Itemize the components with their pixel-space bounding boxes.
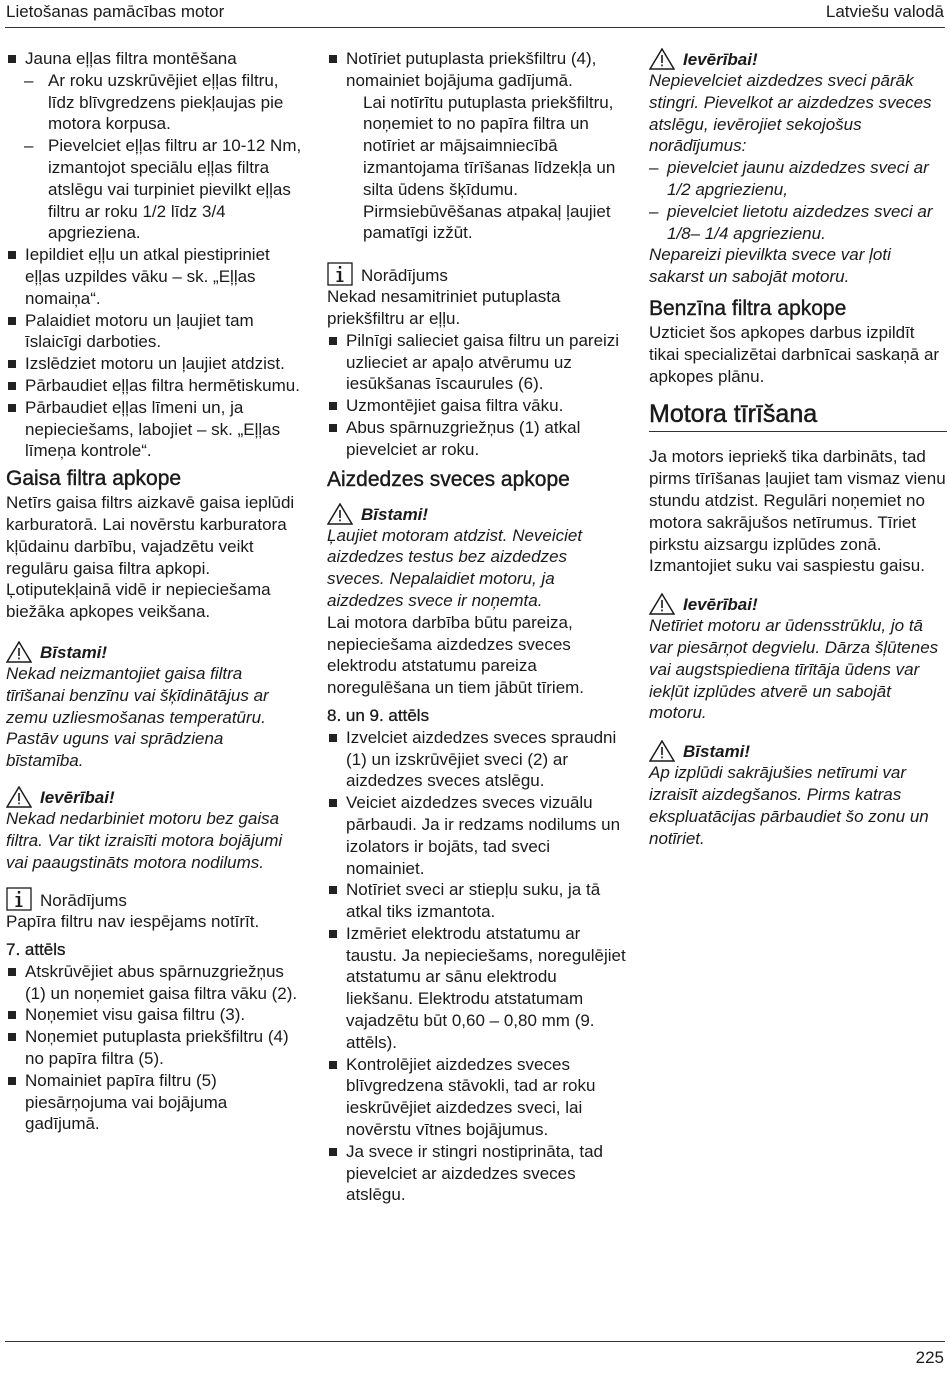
list-item: Noņemiet visu gaisa filtru (3). bbox=[6, 1004, 304, 1026]
warning-triangle-icon bbox=[327, 503, 353, 525]
list-item: Palaidiet motoru un ļaujiet tam īslaicīgi darboties. bbox=[6, 310, 304, 354]
assembly-steps bbox=[327, 330, 627, 461]
list-item: Izmēriet elektrodu atstatumu ar taustu. Ja nepieciešams, noregulējiet atstatumu ar sānu elektrodu liekšanu. Elektrodu atstatumam vajadzētu būt 0,60 – 0,80 mm (9. attēls). bbox=[327, 923, 627, 1054]
manual-title: Lietošanas pamācības motor bbox=[6, 2, 225, 21]
column-2 bbox=[327, 48, 627, 1206]
list-item: Atskrūvējiet abus spārnuzgriežņus (1) un noņemiet gaisa filtra vāku (2). bbox=[6, 961, 304, 1005]
air-filter-steps bbox=[6, 961, 304, 1135]
figure-reference: 7. attēls bbox=[6, 940, 66, 960]
caution-text: Nekad nedarbiniet motoru bez gaisa filtra. Var tikt izraisīti motora bojājumi vai paaugstināts motora nodilums. bbox=[6, 808, 283, 872]
info-icon bbox=[327, 262, 353, 286]
caution-list bbox=[649, 157, 947, 244]
list-item: Izvelciet aizdedzes sveces spraudni (1) un izskrūvējiet sveci (2) ar aizdedzes sveces atslēgu. bbox=[327, 727, 627, 792]
list-item: Ja svece ir stingri nostiprināta, tad pievelciet ar aizdedzes sveces atslēgu. bbox=[327, 1141, 627, 1206]
sub-list-item: – Ar roku uzskrūvējiet eļļas filtru, līdz blīvgredzens piekļaujas pie motora korpusa. bbox=[6, 70, 304, 135]
list-item: Iepildiet eļļu un atkal piestipriniet eļļas uzpildes vāku – sk. „Eļļas nomaiņa“. bbox=[6, 244, 304, 309]
sub-steps bbox=[6, 70, 304, 244]
note-text: Nekad nesamitriniet putuplasta priekšfiltru ar eļļu. bbox=[327, 287, 561, 328]
list-item: Veiciet aizdedzes sveces vizuālu pārbaudi. Ja ir redzams nodilums un izolators ir bojāts, tad sveci nomainiet. bbox=[327, 792, 627, 879]
list-item: Pilnīgi salieciet gaisa filtru un pareizi uzlieciet ar apaļo atvērumu uz iesūkšanas īscaurules (6). bbox=[327, 330, 627, 395]
caution-label: Ievērībai! bbox=[649, 593, 947, 615]
section-heading: Aizdedzes sveces apkope bbox=[327, 467, 570, 491]
paragraph: Lai notīrītu putuplasta priekšfiltru, noņemiet to no papīra filtra un notīriet ar mājsaimniecībā izmantojama tīrīšanas līdzekļa un silta ūdens šķīdumu. Pirmsiebūvēšanas atpakaļ ļaujiet pamatīgi izžūt. bbox=[363, 92, 616, 243]
info-icon bbox=[6, 887, 32, 911]
sub-list-item: – Pievelciet eļļas filtru ar 10-12 Nm, izmantojot speciālu eļļas filtra atslēgu vai turpiniet pievilkt eļļas filtru ar roku 1/2 līdz 3/4 apgrieziena. bbox=[6, 135, 304, 244]
paragraph: Netīrs gaisa filtrs aizkavē gaisa ieplūdi karburatorā. Lai novērstu karburatora kļūdainu darbību, vajadzētu veikt regulāru gaisa filtra apkopi. Ļotiputekļainā vidē ir nepieciešama biežāka apkopes veikšana. bbox=[6, 493, 295, 622]
list-item: Noņemiet putuplasta priekšfiltru (4) no papīra filtra (5). bbox=[6, 1026, 304, 1070]
note-label: Norādījums bbox=[327, 262, 627, 286]
section-heading: Gaisa filtra apkope bbox=[6, 467, 182, 491]
note-label: Norādījums bbox=[6, 887, 304, 911]
caution-text: Netīriet motoru ar ūdensstrūklu, jo tā var piesārņot degvielu. Dārza šļūtenes vai augstspiediena tīrītāja ūdens var iekļūt izplūdes atverē un sabojāt motoru. bbox=[649, 616, 939, 723]
column-1 bbox=[6, 48, 304, 1135]
list-item: Notīriet sveci ar stiepļu suku, ja tā atkal tiks izmantota. bbox=[327, 879, 627, 923]
list-item: Notīriet putuplasta priekšfiltru (4), nomainiet bojājuma gadījumā. bbox=[327, 48, 627, 92]
warning-triangle-icon bbox=[649, 740, 675, 762]
sub-list-item: – pievelciet lietotu aizdedzes sveci ar 1/8– 1/4 apgriezienu. bbox=[649, 201, 947, 245]
list-item: Pārbaudiet eļļas filtra hermētiskumu. bbox=[6, 375, 304, 397]
danger-label: Bīstami! bbox=[649, 740, 947, 762]
column-3 bbox=[649, 48, 947, 849]
list-item: Pārbaudiet eļļas līmeni un, ja nepieciešams, labojiet – sk. „Eļļas līmeņa kontrole“. bbox=[6, 397, 304, 462]
caution-text: Nepievelciet aizdedzes sveci pārāk stingri. Pievelkot ar aizdedzes sveces atslēgu, ievērojiet sekojošus norādījumus: bbox=[649, 71, 932, 156]
warning-triangle-icon bbox=[649, 593, 675, 615]
section-heading-large: Motora tīrīšana bbox=[649, 399, 947, 432]
list-item: Abus spārnuzgriežņus (1) atkal pievelciet ar roku. bbox=[327, 417, 627, 461]
warning-triangle-icon bbox=[649, 48, 675, 70]
section-heading: Benzīna filtra apkope bbox=[649, 296, 847, 320]
danger-text: Ļaujiet motoram atdzist. Neveiciet aizdedzes testus bez aizdedzes sveces. Nepalaidiet motoru, ja aizdedzes svece ir noņemta. bbox=[327, 525, 583, 610]
caution-text: Nepareizi pievilkta svece var ļoti sakarst un sabojāt motoru. bbox=[649, 245, 891, 287]
list-item: Jauna eļļas filtra montēšana – Ar roku uzskrūvējiet eļļas filtru, līdz blīvgredzens piekļaujas pie motora korpusa. – Pievelciet eļļas filtru ar 10-12 Nm, izmantojot speciālu eļļas filtra atslēgu vai turpiniet pievilkt eļļas filtru ar roku 1/2 līdz 3/4 apgrieziena. bbox=[6, 48, 304, 244]
warning-triangle-icon bbox=[6, 786, 32, 808]
spark-plug-steps bbox=[327, 727, 627, 1207]
note-text: Papīra filtru nav iespējams notīrīt. bbox=[6, 912, 260, 932]
page-header bbox=[0, 0, 950, 26]
paragraph: Uzticiet šos apkopes darbus izpildīt tikai specializētai darbnīcai saskaņā ar apkopes plānu. bbox=[649, 322, 940, 386]
footer-divider bbox=[5, 1341, 945, 1342]
header-divider bbox=[5, 27, 945, 28]
language-label: Latviešu valodā bbox=[825, 2, 944, 21]
figure-reference: 8. un 9. attēls bbox=[327, 705, 430, 725]
danger-label: Bīstami! bbox=[327, 503, 627, 525]
prefilter-steps bbox=[327, 48, 627, 92]
oil-filter-steps bbox=[6, 48, 304, 462]
list-item: Nomainiet papīra filtru (5) piesārņojuma vai bojājuma gadījumā. bbox=[6, 1070, 304, 1135]
list-item: Izslēdziet motoru un ļaujiet atdzist. bbox=[6, 353, 304, 375]
danger-label: Bīstami! bbox=[6, 641, 304, 663]
paragraph: Ja motors iepriekš tika darbināts, tad pirms tīrīšanas ļaujiet tam vismaz vienu stundu atdzist. Regulāri noņemiet no motora sakrājušos netīrumus. Tīriet pirkstu aizsargu izplūdes zonā. Izmantojiet suku vai saspiestu gaisu. bbox=[649, 447, 946, 576]
page-number: 225 bbox=[915, 1348, 944, 1367]
list-item: Uzmontējiet gaisa filtra vāku. bbox=[327, 395, 627, 417]
list-item: Kontrolējiet aizdedzes sveces blīvgredzena stāvokli, tad ar roku ieskrūvējiet aizdedzes sveci, lai novērstu vītnes bojājumus. bbox=[327, 1054, 627, 1141]
warning-triangle-icon bbox=[6, 641, 32, 663]
caution-label: Ievērībai! bbox=[6, 786, 304, 808]
paragraph: Lai motora darbība būtu pareiza, nepieciešama aizdedzes sveces elektrodu atstatumu pareiza noregulēšana un tiem jābūt tīriem. bbox=[327, 612, 585, 698]
sub-list-item: – pievelciet jaunu aizdedzes sveci ar 1/2 apgriezienu, bbox=[649, 157, 947, 201]
caution-label: Ievērībai! bbox=[649, 48, 947, 70]
danger-text: Nekad neizmantojiet gaisa filtra tīrīšanai benzīnu vai šķīdinātājus ar zemu uzliesmošanas temperatūru. Pastāv uguns vai sprādziena bīstamība. bbox=[6, 663, 269, 771]
danger-text: Ap izplūdi sakrājušies netīrumi var izraisīt aizdegšanos. Pirms katras ekspluatācijas pārbaudiet šo zonu un notīriet. bbox=[649, 763, 929, 848]
